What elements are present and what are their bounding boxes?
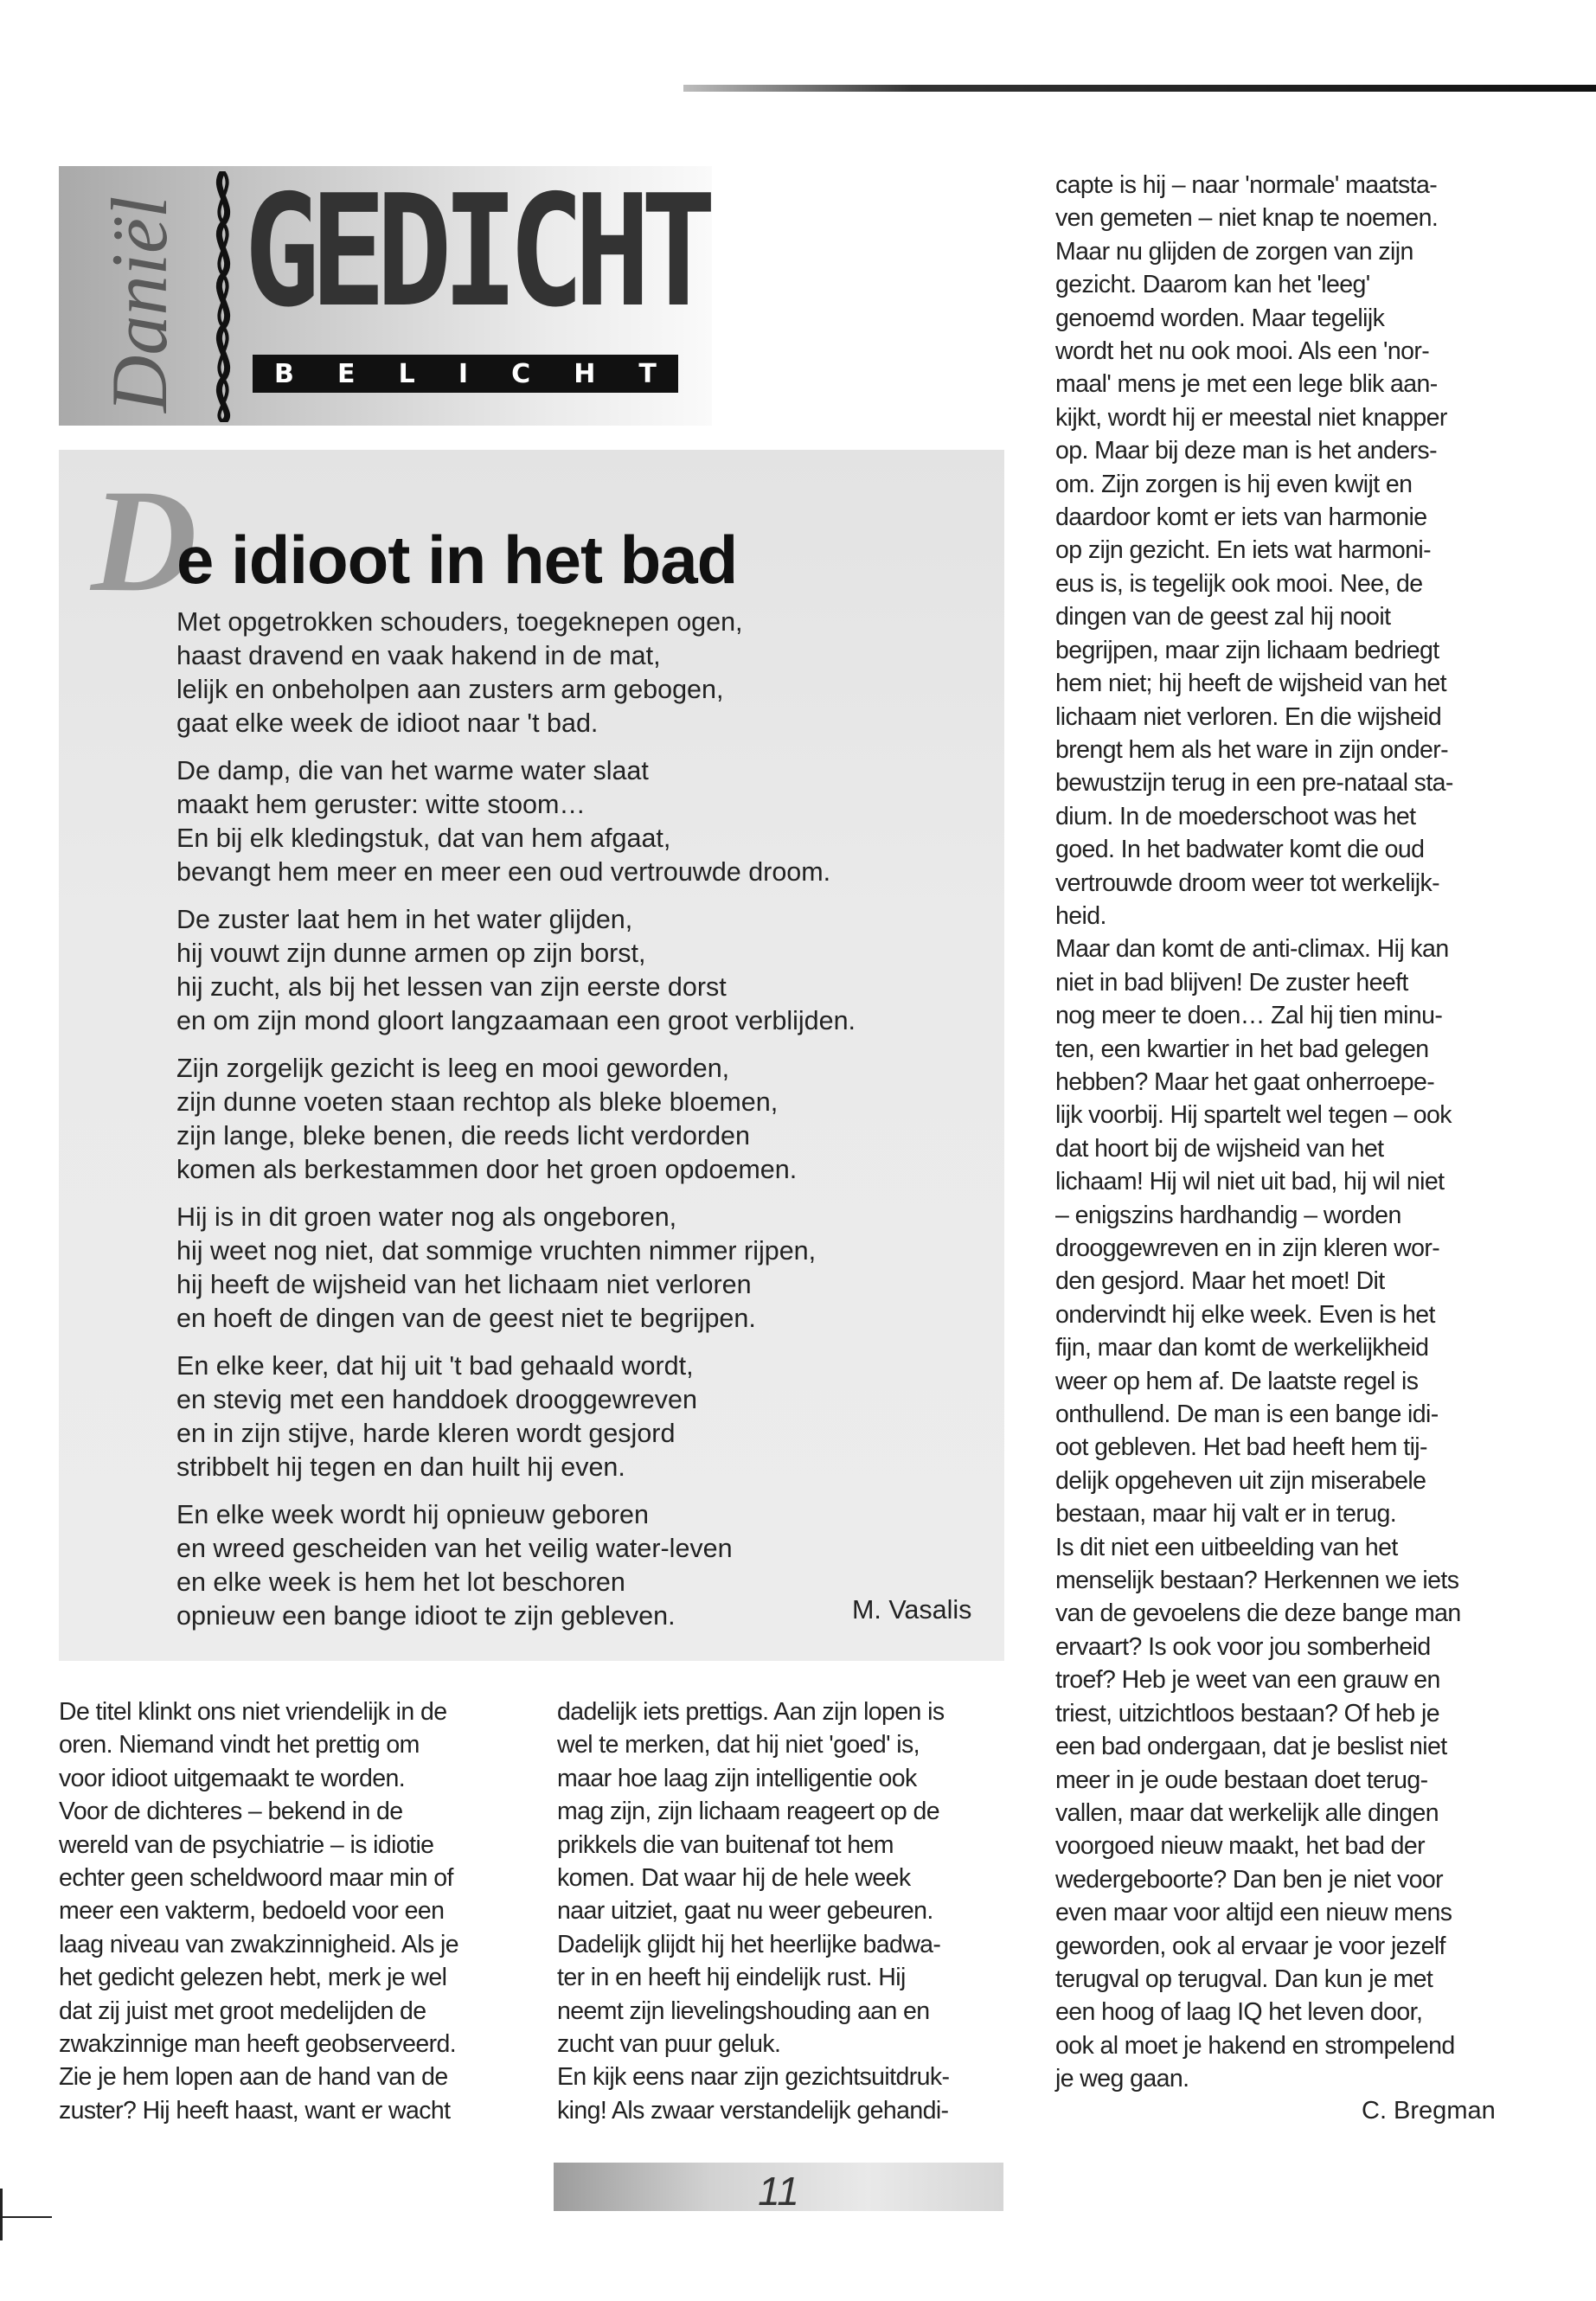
article-line: triest, uitzichtloos bestaan? Of heb je (1055, 1699, 1439, 1727)
article-line: laag niveau van zwakzinnigheid. Als je (59, 1930, 459, 1958)
article-line: ondervindt hij elke week. Even is het (1055, 1300, 1435, 1329)
article-column-left (59, 1695, 517, 2127)
signature-daniel (69, 177, 208, 420)
poem-line: hij heeft de wijsheid van het lichaam niet verloren (176, 1270, 752, 1299)
article-line: voorgoed nieuw maakt, het bad der (1055, 1832, 1425, 1861)
poem-line: hij vouwt zijn dunne armen op zijn borst, (176, 939, 646, 968)
poem-line: bevangt hem meer en meer een oud vertrouwde droom. (176, 857, 831, 887)
article-line: delijk opgeheven uit zijn miserabele (1055, 1466, 1426, 1495)
page-number-band (554, 2163, 1003, 2214)
article-line: troef? Heb je weet van een grauw en (1055, 1666, 1440, 1695)
top-rule (683, 85, 1596, 92)
article-line: genoemd worden. Maar tegelijk (1055, 304, 1385, 332)
poem-line: De zuster laat hem in het water glijden, (176, 905, 633, 934)
article-line: een hoog of laag IQ het leven door, (1055, 1998, 1423, 2027)
article-line: lichaam niet verloren. En die wijsheid (1055, 702, 1442, 731)
subtitle-letter: B (274, 358, 294, 389)
article-line: king! Als zwaar verstandelijk gehandi- (557, 2096, 949, 2125)
poem-line: hij zucht, als bij het lessen van zijn eerste dorst (176, 972, 727, 1002)
article-line: wereld van de psychiatrie – is idiotie (59, 1830, 434, 1859)
margin-rule (0, 2189, 3, 2240)
header-title: GEDICHT (244, 162, 707, 341)
subtitle-letter: E (337, 358, 356, 389)
article-line: dat zij juist met groot medelijden de (59, 1997, 426, 2025)
article-line: dadelijk iets prettigs. Aan zijn lopen is (557, 1698, 945, 1726)
poem-line: en elke week is hem het lot beschoren (176, 1567, 625, 1597)
article-line: goed. In het badwater komt die oud (1055, 836, 1425, 864)
article-line: wel te merken, dat hij niet 'goed' is, (557, 1731, 920, 1759)
article-line: op zijn gezicht. En iets wat harmoni- (1055, 536, 1432, 565)
article-line: – enigszins hardhandig – worden (1055, 1201, 1401, 1229)
article-line: dingen van de geest zal hij nooit (1055, 603, 1391, 631)
article-line: nog meer te doen… Zal hij tien minu- (1055, 1002, 1443, 1030)
poem-author: M. Vasalis (852, 1595, 972, 1625)
article-line: ook al moet je hakend en strompelend (1055, 2031, 1455, 2060)
article-line: terugval op terugval. Dan kun je met (1055, 1965, 1433, 1993)
article-line: even maar voor altijd een nieuw mens (1055, 1899, 1452, 1927)
article-line: een bad ondergaan, dat je beslist niet (1055, 1733, 1447, 1761)
article-line: zucht van puur geluk. (557, 2030, 781, 2059)
article-line: wedergeboorte? Dan ben je niet voor (1055, 1865, 1443, 1894)
article-line: maal' mens je met een lege blik aan- (1055, 370, 1438, 399)
article-line: komen. Dat waar hij de hele week (557, 1864, 911, 1893)
page-number: 11 (758, 2169, 799, 2214)
poem-line: en hoeft de dingen van de geest niet te begrijpen. (176, 1304, 756, 1333)
subtitle-letter: C (511, 358, 531, 389)
subtitle-letter: I (458, 358, 468, 389)
article-line: echter geen scheldwoord maar min of (59, 1864, 453, 1893)
poem-line: stribbelt hij tegen en dan huilt hij even. (176, 1452, 625, 1482)
article-line: bewustzijn terug in een pre-nataal sta- (1055, 769, 1453, 798)
article-line: dium. In de moederschoot was het (1055, 802, 1416, 830)
signature-text: Daniël (95, 195, 183, 413)
article-line: niet in bad blijven! De zuster heeft (1055, 968, 1408, 997)
article-line: maar hoe laag zijn intelligentie ook (557, 1764, 917, 1792)
article-line: Is dit niet een uitbeelding van het (1055, 1533, 1398, 1561)
poem-line: Met opgetrokken schouders, toegeknepen ogen, (176, 607, 743, 637)
article-line: ven gemeten – niet knap te noemen. (1055, 204, 1439, 233)
subtitle-letter: T (638, 358, 657, 389)
poem-line: maakt hem geruster: witte stoom… (176, 790, 586, 819)
poem-line: gaat elke week de idioot naar 't bad. (176, 708, 599, 738)
article-line: ter in en heeft hij eindelijk rust. Hij (557, 1964, 906, 1992)
poem-line: En bij elk kledingstuk, dat van hem afgaat, (176, 824, 671, 853)
poem-stanza (176, 1349, 955, 1484)
article-line: het gedicht gelezen hebt, merk je wel (59, 1964, 447, 1992)
article-line: Maar dan komt de anti-climax. Hij kan (1055, 935, 1449, 964)
article-line: kijkt, wordt hij er meestal niet knapper (1055, 403, 1447, 432)
article-line: meer in je oude bestaan doet terug- (1055, 1766, 1428, 1794)
poem-line: Zijn zorgelijk gezicht is leeg en mooi geworden, (176, 1054, 730, 1083)
poem-body (176, 606, 955, 1647)
article-line: om. Zijn zorgen is hij even kwijt en (1055, 470, 1413, 498)
article-line: geworden, ook al ervaar je voor jezelf (1055, 1932, 1445, 1960)
article-line: zuster? Hij heeft haast, want er wacht (59, 2096, 451, 2125)
article-line: fijn, maar dan komt de werkelijkheid (1055, 1334, 1429, 1362)
article-line: vallen, maar dat werkelijk alle dingen (1055, 1798, 1439, 1827)
article-line: ten, een kwartier in het bad gelegen (1055, 1035, 1429, 1063)
article-line: gezicht. Daarom kan het 'leeg' (1055, 271, 1370, 299)
poem-line: De damp, die van het warme water slaat (176, 756, 649, 785)
poem-line: zijn lange, bleke benen, die reeds licht verdorden (176, 1121, 750, 1150)
article-line: den gesjord. Maar het moet! Dit (1055, 1267, 1385, 1296)
poem-stanza (176, 1498, 955, 1633)
article-line: eus is, is tegelijk ook mooi. Nee, de (1055, 569, 1423, 598)
article-line: menselijk bestaan? Herkennen we iets (1055, 1567, 1459, 1595)
article-line: De titel klinkt ons niet vriendelijk in de (59, 1698, 447, 1726)
article-line: ervaart? Is ook voor jou somberheid (1055, 1632, 1431, 1661)
poem-drop-cap: D (91, 459, 197, 622)
article-line: hem niet; hij heeft de wijsheid van het (1055, 670, 1446, 698)
poem-stanza (176, 1201, 955, 1336)
article-line: lijk voorbij. Hij spartelt wel tegen – ook (1055, 1101, 1452, 1130)
article-line: naar uitziet, gaat nu weer gebeuren. (557, 1897, 933, 1926)
poem-stanza (176, 1052, 955, 1187)
poem-stanza (176, 606, 955, 740)
article-line: bestaan, maar hij valt er in terug. (1055, 1500, 1397, 1529)
article-line: brengt hem als het ware in zijn onder- (1055, 735, 1449, 764)
article-line: drooggewreven en in zijn kleren wor- (1055, 1234, 1440, 1262)
article-line: begrijpen, maar zijn lichaam bedriegt (1055, 636, 1439, 664)
article-line: op. Maar bij deze man is het anders- (1055, 437, 1437, 465)
poem-line: komen als berkestammen door het groen opdoemen. (176, 1155, 798, 1184)
poem-line: en om zijn mond gloort langzaamaan een groot verblijden. (176, 1006, 856, 1035)
article-line: zwakzinnige man heeft geobserveerd. (59, 2030, 457, 2059)
article-line: heid. (1055, 901, 1106, 930)
poem-title: e idioot in het bad (176, 522, 738, 598)
article-line: prikkels die van buitenaf tot hem (557, 1830, 894, 1859)
article-line: daardoor komt er iets van harmonie (1055, 503, 1427, 532)
subtitle-letter: L (398, 358, 415, 389)
poem-line: zijn dunne voeten staan rechtop als bleke bloemen, (176, 1087, 779, 1117)
article-line: vertrouwde droom weer tot werkelijk- (1055, 868, 1440, 897)
article-line: van de gevoelens die deze bange man (1055, 1599, 1461, 1628)
poem-line: haast dravend en vaak hakend in de mat, (176, 641, 661, 670)
article-line: neemt zijn lievelingshouding aan en (557, 1997, 930, 2025)
poem-line: lelijk en onbeholpen aan zusters arm gebogen, (176, 675, 724, 704)
margin-rule-bottom (0, 2216, 52, 2218)
article-line: onthullend. De man is een bange idi- (1055, 1400, 1439, 1429)
article-line: Voor de dichteres – bekend in de (59, 1798, 403, 1826)
poem-line: opnieuw een bange idioot te zijn gebleven. (176, 1601, 676, 1631)
article-line: Zie je hem lopen aan de hand van de (59, 2063, 448, 2092)
article-line: Maar nu glijden de zorgen van zijn (1055, 237, 1413, 266)
article-column-right (1055, 169, 1505, 2096)
poem-line: En elke keer, dat hij uit 't bad gehaald wordt, (176, 1351, 694, 1381)
article-line: je weg gaan. (1055, 2065, 1189, 2093)
header-subtitle (253, 355, 678, 393)
article-line: dat hoort bij de wijsheid van het (1055, 1134, 1384, 1163)
poem-line: En elke week wordt hij opnieuw geboren (176, 1500, 649, 1529)
article-line: voor idioot uitgemaakt te worden. (59, 1764, 406, 1792)
article-line: mag zijn, zijn lichaam reageert op de (557, 1798, 939, 1826)
article-line: capte is hij – naar 'normale' maatsta- (1055, 171, 1438, 199)
article-column-middle (557, 1695, 1007, 2127)
article-line: En kijk eens naar zijn gezichtsuitdruk- (557, 2063, 950, 2092)
poem-line: Hij is in dit groen water nog als ongeboren, (176, 1202, 677, 1232)
article-line: hebben? Maar het gaat onherroepe- (1055, 1067, 1435, 1096)
article-line: wordt het nu ook mooi. Als een 'nor- (1055, 337, 1430, 366)
poem-line: en wreed gescheiden van het veilig water-leven (176, 1534, 733, 1563)
poem-stanza (176, 903, 955, 1038)
poem-line: en stevig met een handdoek drooggewreven (176, 1385, 697, 1414)
article-line: oot gebleven. Het bad heeft hem tij- (1055, 1433, 1427, 1462)
article-line: meer een vakterm, bedoeld voor een (59, 1897, 445, 1926)
poem-stanza (176, 754, 955, 889)
subtitle-letter: H (574, 358, 596, 389)
article-signoff: C. Bregman (1362, 2097, 1496, 2125)
article-line: Dadelijk glijdt hij het heerlijke badwa- (557, 1930, 941, 1958)
article-line: oren. Niemand vindt het prettig om (59, 1731, 420, 1759)
vine-ornament-icon (206, 171, 240, 422)
poem-line: en in zijn stijve, harde kleren wordt gesjord (176, 1419, 676, 1448)
article-line: lichaam! Hij wil niet uit bad, hij wil niet (1055, 1168, 1445, 1196)
article-line: weer op hem af. De laatste regel is (1055, 1367, 1419, 1395)
poem-line: hij weet nog niet, dat sommige vruchten nimmer rijpen, (176, 1236, 817, 1266)
